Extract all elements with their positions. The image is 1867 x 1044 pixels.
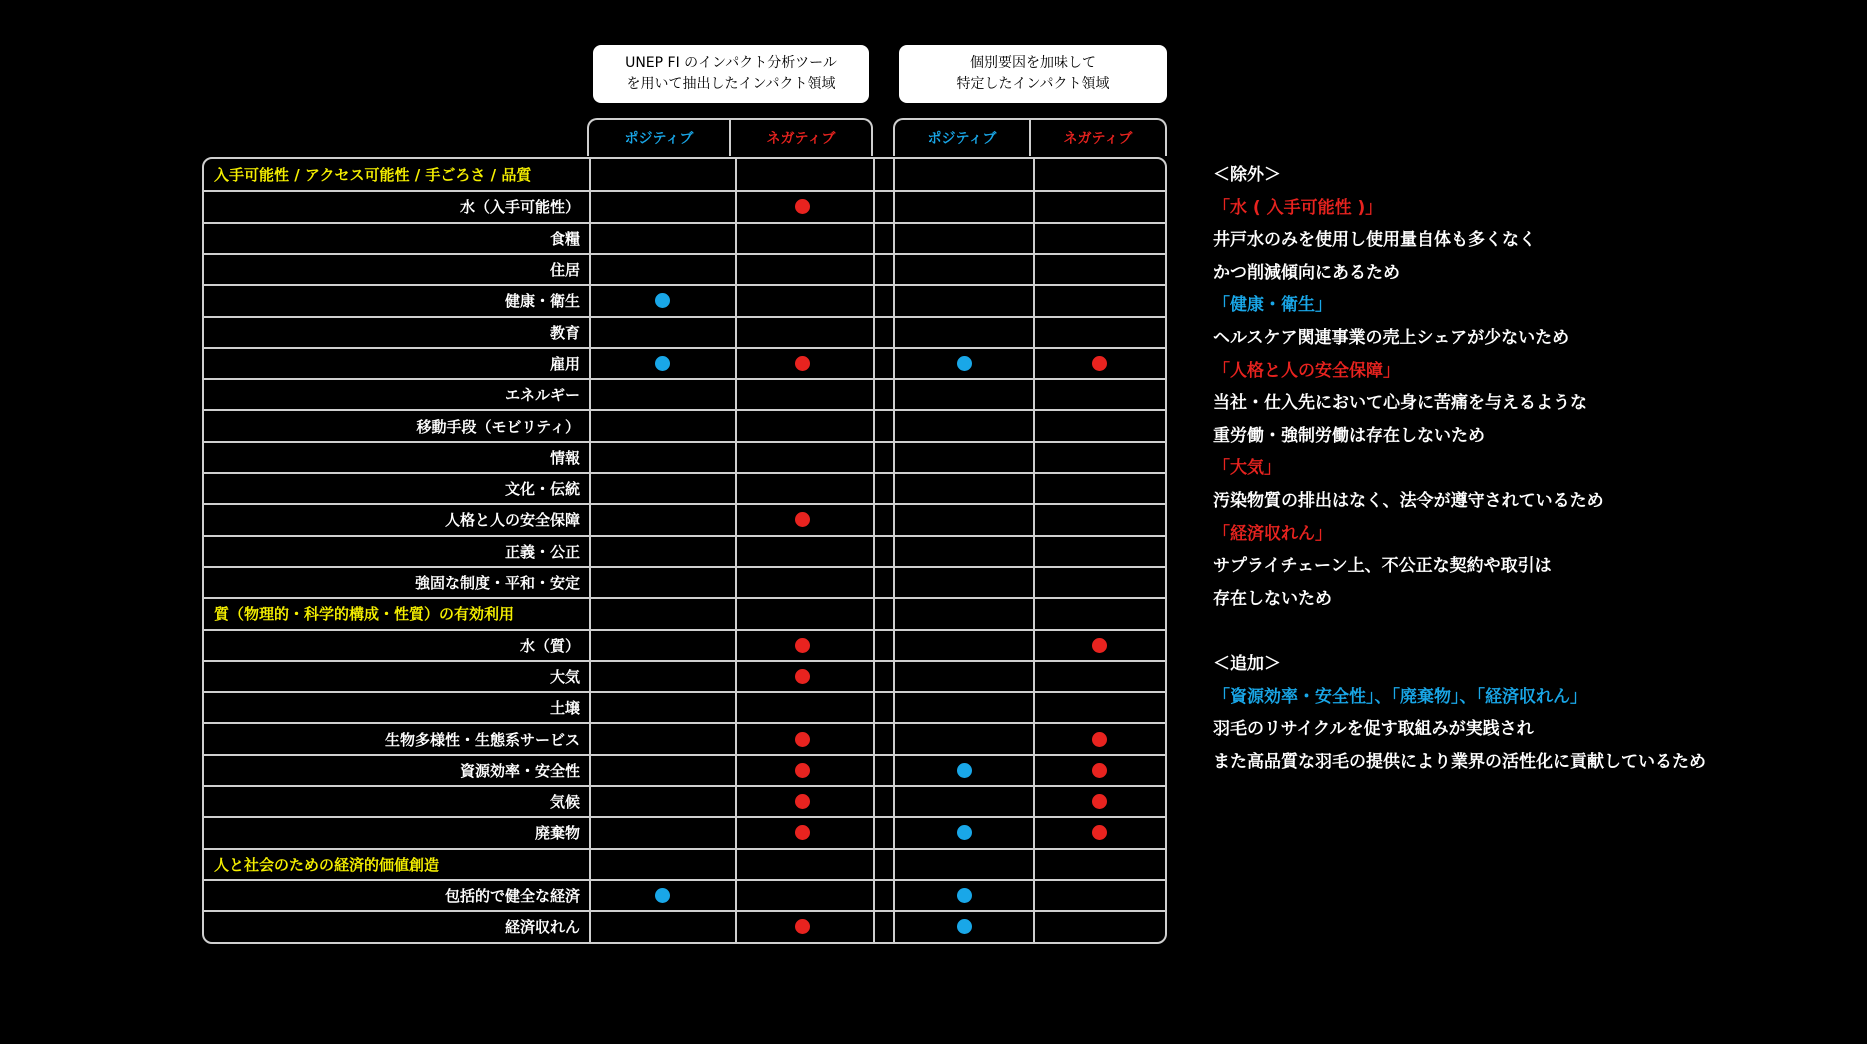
table-row [204, 816, 1165, 847]
table-row [204, 879, 1165, 910]
row-label: 資源効率・安全性 [459, 761, 580, 780]
note-line: ヘルスケア関連事業の売上シェアが少ないため [1213, 328, 1570, 348]
positive-dot-ind-pos [957, 888, 972, 903]
table-row [204, 566, 1165, 597]
note-line: かつ削減傾向にあるため [1213, 262, 1400, 283]
table-row [204, 253, 1165, 284]
positive-dot-ind-pos [957, 763, 972, 778]
positive-dot-unep-pos [655, 888, 670, 903]
note-line: また高品質な羽毛の提供により業界の活性化に貢献しているため [1213, 751, 1706, 772]
row-label: 移動手段（モビリティ） [416, 417, 580, 436]
note-line: 「大気」 [1213, 458, 1281, 479]
note-line: 汚染物質の排出はなく、法令が遵守されているため [1213, 491, 1604, 511]
row-label: エネルギー [504, 386, 580, 405]
table-row [204, 629, 1165, 660]
individual-header-line1: 個別要因を加味して [970, 55, 1096, 71]
row-label: 雇用 [549, 354, 580, 373]
unep-header-line1: UNEP FI のインパクト分析ツール [625, 55, 837, 71]
column-divider [589, 159, 591, 942]
table-row [204, 503, 1165, 534]
table-row [204, 409, 1165, 440]
row-label: 大気 [549, 667, 580, 686]
row-label: 住居 [549, 261, 580, 280]
category-label: 人と社会のための経済的価値創造 [214, 855, 440, 874]
note-line: 当社・仕入先において心身に苦痛を与えるような [1213, 393, 1587, 414]
row-label: 人格と人の安全保障 [444, 511, 580, 530]
table-row [204, 347, 1165, 378]
table-row [204, 441, 1165, 472]
row-label: 気候 [549, 793, 580, 812]
note-line: ＜追加＞ [1213, 654, 1281, 674]
negative-dot-unep-neg [795, 919, 810, 934]
positive-dot-ind-pos [957, 356, 972, 371]
unep-header-box [593, 45, 869, 103]
note-line: 井戸水のみを使用し使用量自体も多くなく [1213, 230, 1536, 251]
negative-dot-ind-neg [1092, 825, 1107, 840]
impact-table [202, 157, 1167, 944]
category-row [204, 597, 1165, 628]
table-row [204, 284, 1165, 315]
row-label: 経済収れん [504, 918, 580, 937]
unep-header-line2: を用いて抽出したインパクト領域 [626, 76, 836, 92]
negative-dot-unep-neg [795, 825, 810, 840]
negative-dot-unep-neg [795, 794, 810, 809]
row-label: 正義・公正 [504, 542, 580, 561]
row-label: 情報 [549, 448, 580, 467]
table-row [204, 785, 1165, 816]
table-row [204, 722, 1165, 753]
row-label: 文化・伝統 [504, 480, 580, 499]
negative-dot-unep-neg [795, 356, 810, 371]
row-label: 水（入手可能性） [459, 198, 580, 217]
row-label: 食糧 [549, 229, 580, 248]
negative-dot-ind-neg [1092, 638, 1107, 653]
unep-positive-header: ポジティブ [624, 131, 694, 147]
negative-dot-unep-neg [795, 512, 810, 527]
row-label: 包括的で健全な経済 [444, 887, 580, 906]
unep-column-header [587, 118, 873, 156]
column-divider [735, 159, 737, 942]
row-label: 廃棄物 [534, 824, 580, 843]
individual-header-line2: 特定したインパクト領域 [956, 76, 1110, 92]
table-row [204, 910, 1165, 941]
category-row [204, 159, 1165, 190]
category-label: 入手可能性 / アクセス可能性 / 手ごろさ / 品質 [214, 166, 532, 185]
negative-dot-unep-neg [795, 199, 810, 214]
table-row [204, 472, 1165, 503]
individual-negative-header: ネガティブ [1029, 120, 1165, 156]
row-label: 生物多様性・生態系サービス [384, 730, 580, 749]
note-line: 重労働・強制労働は存在しないため [1213, 425, 1485, 446]
negative-dot-ind-neg [1092, 794, 1107, 809]
positive-dot-unep-pos [655, 293, 670, 308]
note-line: サプライチェーン上、不公正な契約や取引は [1213, 556, 1552, 577]
note-line: 「経済収れん」 [1213, 523, 1332, 544]
note-line: 「健康・衛生」 [1213, 295, 1332, 316]
individual-column-header [893, 118, 1167, 156]
row-label: 水（質） [519, 636, 580, 655]
negative-dot-ind-neg [1092, 356, 1107, 371]
note-line: 存在しないため [1213, 588, 1332, 609]
negative-dot-unep-neg [795, 669, 810, 684]
table-row [204, 316, 1165, 347]
row-label: 土壌 [549, 699, 580, 718]
positive-dot-ind-pos [957, 919, 972, 934]
table-row [204, 190, 1165, 221]
positive-dot-ind-pos [957, 825, 972, 840]
category-row [204, 848, 1165, 879]
negative-dot-unep-neg [795, 763, 810, 778]
category-label: 質（物理的・科学的構成・性質）の有効利用 [214, 605, 515, 624]
column-divider [1033, 159, 1035, 942]
negative-dot-ind-neg [1092, 732, 1107, 747]
row-label: 強固な制度・平和・安定 [414, 574, 580, 593]
row-label: 健康・衛生 [504, 292, 580, 311]
table-row [204, 754, 1165, 785]
note-line: 「資源効率・安全性」、「廃棄物」、「経済収れん」 [1213, 686, 1587, 707]
unep-negative-header: ネガティブ [729, 120, 871, 156]
table-row [204, 535, 1165, 566]
table-row [204, 222, 1165, 253]
column-divider [873, 159, 875, 942]
note-line: ＜除外＞ [1213, 165, 1281, 185]
note-line: 「水 ( 入手可能性 )」 [1213, 197, 1383, 218]
table-row [204, 691, 1165, 722]
negative-dot-ind-neg [1092, 763, 1107, 778]
individual-header-box [899, 45, 1167, 103]
positive-dot-unep-pos [655, 356, 670, 371]
negative-dot-unep-neg [795, 732, 810, 747]
individual-positive-header: ポジティブ [927, 131, 997, 147]
note-line: 「人格と人の安全保障」 [1213, 360, 1400, 381]
negative-dot-unep-neg [795, 638, 810, 653]
note-line: 羽毛のリサイクルを促す取組みが実践され [1213, 719, 1534, 740]
table-row [204, 378, 1165, 409]
column-divider [893, 159, 895, 942]
table-row [204, 660, 1165, 691]
row-label: 教育 [549, 323, 580, 342]
